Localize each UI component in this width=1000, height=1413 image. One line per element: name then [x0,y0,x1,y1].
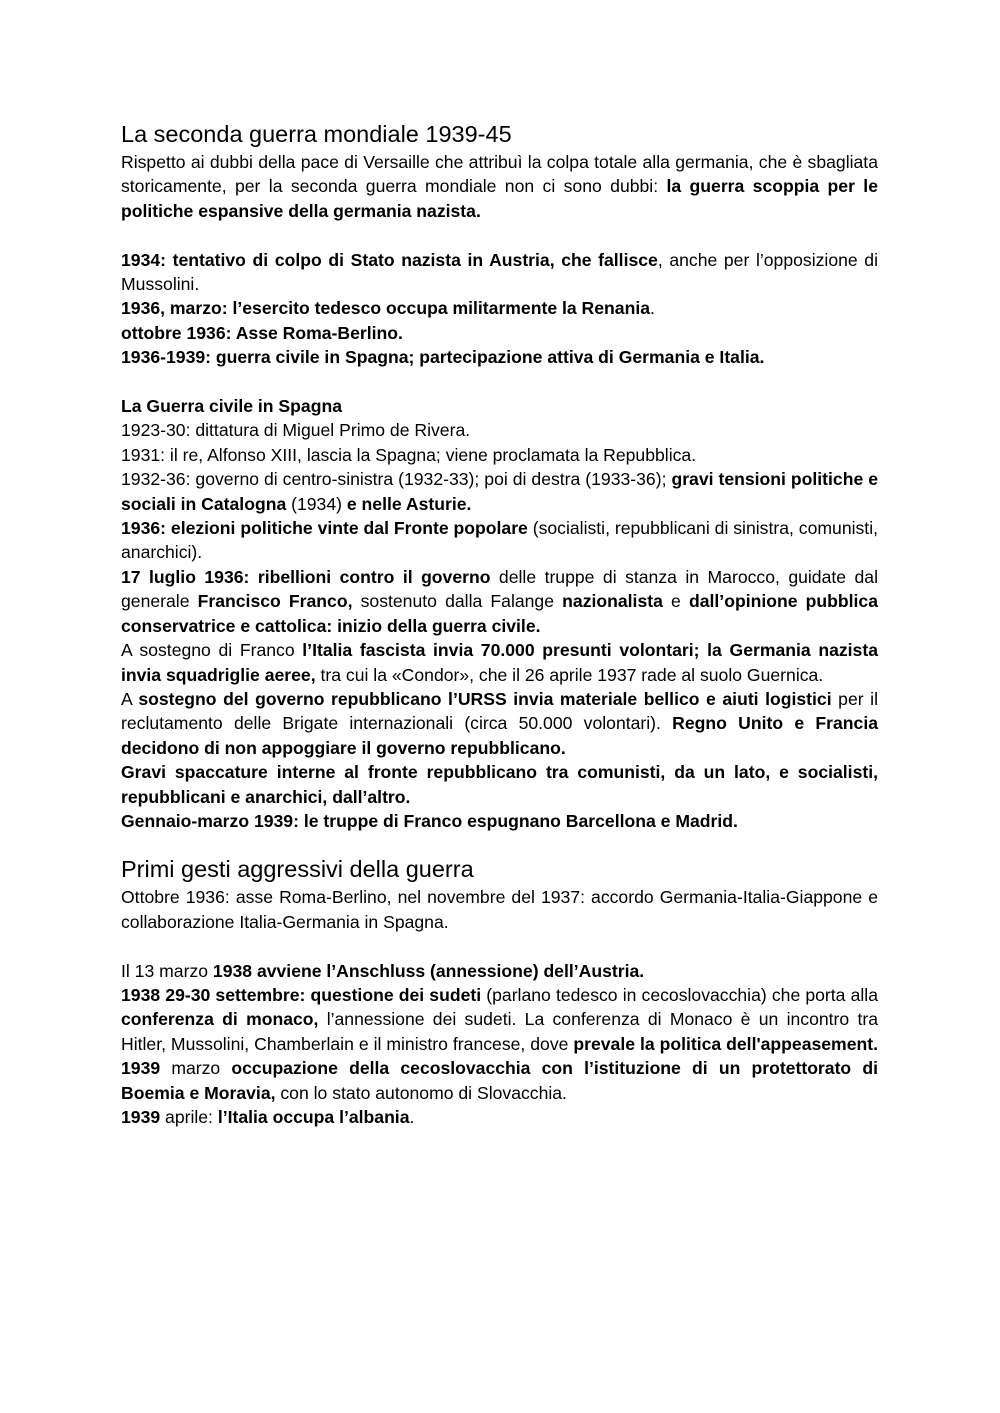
bold-text: 1939 [121,1106,161,1127]
paragraph [121,809,878,833]
text: delle truppe di stanza in Marocco, guidate dal generale [121,566,878,612]
paragraph [121,687,878,760]
text: Rispetto ai dubbi della pace di Versaille che attribuì la colpa totale alla germania, che è sbagliata storicamente, per la seconda guerra mondiale non ci sono dubbi: [121,152,878,197]
bold-text: ottobre 1936: Asse Roma-Berlino. [121,322,403,343]
bold-text: 1936-1939: guerra civile in Spagna; partecipazione attiva di Germania e Italia. [121,347,765,368]
paragraph [121,760,878,809]
text: . [650,298,655,319]
paragraph [121,983,878,1105]
subheading-spain: La Guerra civile in Spagna [121,396,342,417]
spain-paragraphs [121,418,878,833]
bold-text: Gennaio-marzo 1939: le truppe di Franco espugnano Barcellona e Madrid. [121,810,738,831]
paragraph [121,565,878,638]
bold-text: l’Italia fascista invia 70.000 presunti volontari; la Germania nazista invia squadriglie aeree, [121,640,878,685]
event-list-2 [121,959,878,1130]
intro-paragraph-2 [121,885,878,934]
text: Il 13 marzo [121,960,213,981]
paragraph [121,248,878,297]
bold-text: Francisco Franco, [197,591,353,612]
bold-text: 1936: elezioni politiche vinte dal Fronte popolare [121,518,528,539]
bold-text: 1934: tentativo di colpo di Stato nazista in Austria, che fallisce [121,249,658,270]
event-list-1 [121,248,878,370]
section-heading-1: La seconda guerra mondiale 1939-45 [121,121,512,147]
paragraph [121,959,878,983]
text: marzo [160,1058,232,1079]
paragraph [121,321,878,345]
bold-text: e nelle Asturie. [346,493,472,514]
text: per il reclutamento delle Brigate internazionali (circa 50.000 volontari). [121,688,878,734]
paragraph [121,296,878,320]
text: 1923-30: dittatura di Miguel Primo de Rivera. [121,420,471,441]
text: Ottobre 1936: asse Roma-Berlino, nel novembre del 1937: accordo Germania-Italia-Giappone e collaborazione Italia-Germania in Spagna. [121,887,878,932]
bold-text: prevale la politica dell'appeasement. 1939 [121,1033,878,1079]
bold-text: gravi tensioni politiche e sociali in Catalogna [121,469,879,514]
bold-text: sostegno del governo repubblicano l’URSS invia materiale bellico e aiuti logistici [138,688,832,709]
bold-text: 17 luglio 1936: ribellioni contro il governo [121,566,491,587]
bold-text: l’Italia occupa l’albania [217,1106,410,1127]
paragraph [121,467,878,516]
paragraph [121,516,878,565]
paragraph [121,345,878,369]
paragraph [121,418,878,442]
bold-text: Gravi spaccature interne al fronte repubblicano tra comunisti, da un lato, e socialisti, repubblicani e anarchici, dall’altro. [121,762,878,807]
bold-text: Regno Unito e Francia decidono di non appoggiare il governo repubblicano. [121,713,878,758]
text: (socialisti, repubblicani di sinistra, comunisti, anarchici). [121,518,878,563]
bold-text: la guerra scoppia per le politiche espansive della germania nazista. [121,176,878,221]
spacer [121,934,878,958]
bold-text: 1938 29-30 settembre: questione dei sudeti [121,984,482,1005]
bold-text: 1936, marzo: l’esercito tedesco occupa militarmente la Renania [121,298,650,319]
bold-text: occupazione della cecoslovacchia con l’istituzione di un protettorato di Boemia e Moravia, [121,1058,878,1103]
text: e [662,591,689,612]
text: aprile: [160,1106,218,1127]
bold-text: dall’opinione pubblica conservatrice e cattolica: inizio della guerra civile. [121,591,878,636]
text: l’annessione dei sudeti. La conferenza di Monaco è un incontro tra Hitler, Mussolini, Chamberlain e il ministro francese, dove [121,1009,878,1054]
text: 1932-36: governo di centro-sinistra (1932-33); poi di destra (1933-36); [121,469,672,490]
text: (1934) [286,493,347,514]
spacer [121,833,878,853]
document-page [121,118,878,1129]
bold-text: conferenza di monaco, [121,1009,319,1030]
bold-text: nazionalista [562,591,663,612]
paragraph [121,1105,878,1129]
paragraph [121,443,878,467]
text: tra cui la «Condor», che il 26 aprile 1937 rade al suolo Guernica. [315,664,824,685]
text: A sostegno di Franco [121,640,303,661]
text: A [121,688,139,709]
text: . [409,1106,415,1127]
text: , anche per l’opposizione di Mussolini. [121,249,878,295]
text: (parlano tedesco in cecoslovacchia) che porta alla [481,984,878,1005]
text: 1931: il re, Alfonso XIII, lascia la Spagna; viene proclamata la Repubblica. [121,444,697,465]
text: con lo stato autonomo di Slovacchia. [275,1082,567,1103]
paragraph [121,638,878,687]
spacer [121,370,878,394]
spacer [121,223,878,247]
text: sostenuto dalla Falange [352,591,563,612]
section-heading-2: Primi gesti aggressivi della guerra [121,856,474,883]
intro-paragraph-1 [121,150,878,223]
bold-text: 1938 avviene l’Anschluss (annessione) dell’Austria. [212,960,645,981]
